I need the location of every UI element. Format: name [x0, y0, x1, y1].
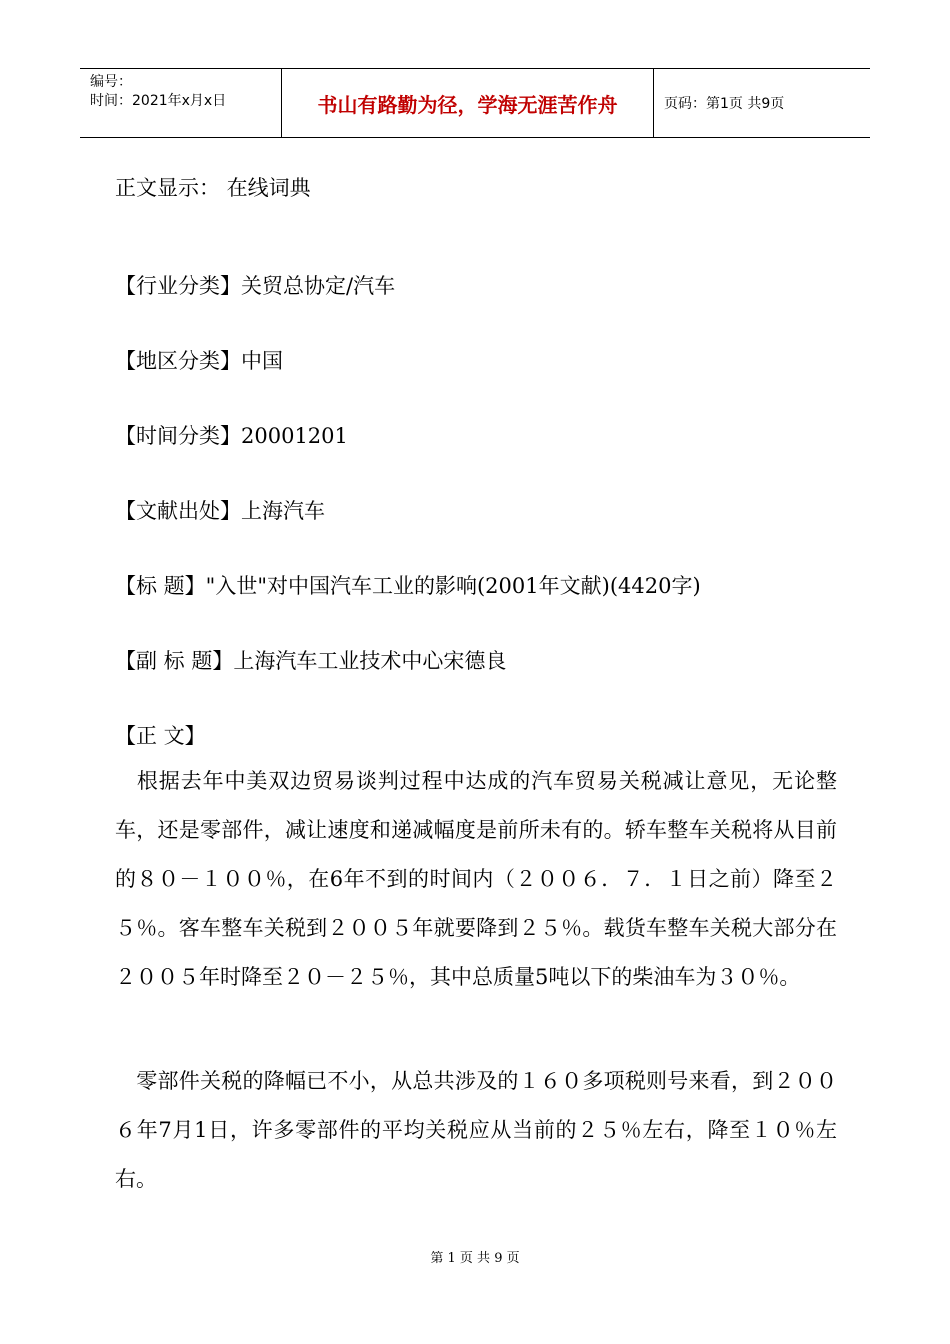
- page-footer: 第 1 页 共 9 页: [430, 1251, 520, 1266]
- document-title: 【标 题】"入世"对中国汽车工业的影响(2001年文献)(4420字): [115, 574, 701, 598]
- date-category: 【时间分类】20001201: [115, 424, 348, 448]
- header-meta-cell: [80, 69, 282, 137]
- industry-category: 【行业分类】关贸总协定/汽车: [115, 274, 396, 298]
- paragraph-2: 零部件关税的降幅已不小，从总共涉及的１６０多项税则号来看，到２００６年7月1日，许多零部件的平均关税应从当前的２５％左右，降至１０％左右。: [115, 1069, 837, 1191]
- display-line: 正文显示： 在线词典: [115, 176, 311, 200]
- page-header: [80, 68, 870, 138]
- time-label: 时间：2021年x月x日: [90, 93, 227, 109]
- header-motto: 书山有路勤为径，学海无涯苦作舟: [282, 69, 654, 137]
- region-category: 【地区分类】中国: [115, 349, 283, 373]
- header-page-info: 页码：第1页 共9页: [664, 96, 785, 112]
- document-subtitle: 【副 标 题】上海汽车工业技术中心宋德良: [115, 649, 507, 673]
- number-label: 编号：: [90, 74, 132, 90]
- main-text-label: 【正 文】: [115, 724, 206, 748]
- paragraph-1: 根据去年中美双边贸易谈判过程中达成的汽车贸易关税减让意见，无论整车，还是零部件，减让速度和递减幅度是前所未有的。轿车整车关税将从目前的８０－１００％，在6年不到的时间内（２００６．７．１日之前）降至２５％。客车整车关税到２００５年就要降到２５％。载货车整车关税大部分在２００５年时降至２０－２５％，其中总质量5吨以下的柴油车为３０％。: [115, 769, 837, 989]
- document-source: 【文献出处】上海汽车: [115, 499, 325, 523]
